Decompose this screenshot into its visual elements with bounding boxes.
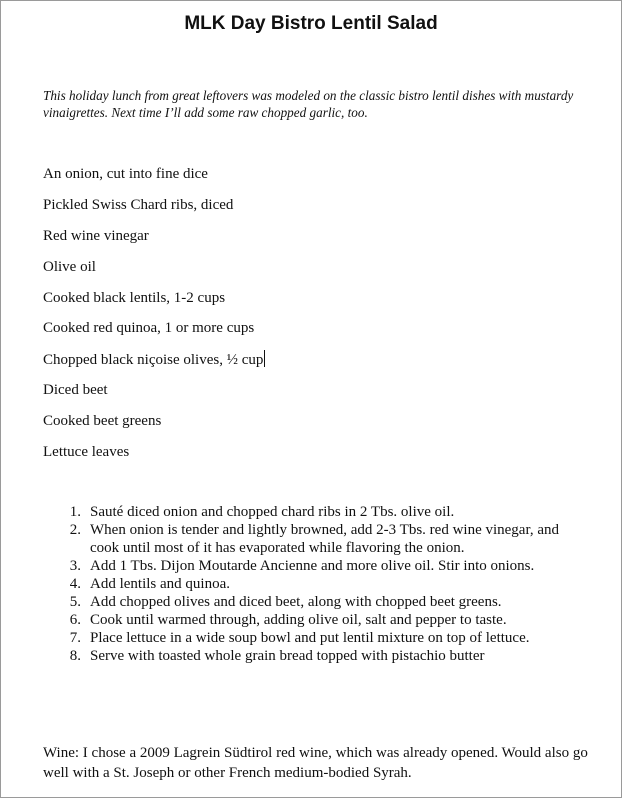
step-number: 2. [69, 522, 81, 538]
ingredient-item: Cooked black lentils, 1-2 cups [43, 289, 226, 306]
ingredient-list [43, 165, 265, 474]
ingredient-item: Cooked red quinoa, 1 or more cups [43, 320, 255, 337]
step-number: 3. [69, 558, 81, 574]
ingredient-item: Pickled Swiss Chard ribs, diced [43, 196, 234, 213]
ingredient-item: Olive oil [43, 258, 96, 275]
intro-paragraph: This holiday lunch from great leftovers was modeled on the classic bistro lentil dishes with mustardy vinaigrettes. Next time I’ll add some raw chopped garlic, too. [43, 88, 574, 120]
instruction-step [63, 629, 583, 647]
ingredient-item: Red wine vinegar [43, 227, 149, 244]
instruction-step [63, 593, 583, 611]
step-text: Add lentils and quinoa. [90, 576, 230, 592]
step-text: Place lettuce in a wide soup bowl and put lentil mixture on top of lettuce. [90, 630, 530, 646]
ingredient-item: Lettuce leaves [43, 444, 130, 461]
step-number: 1. [69, 504, 81, 520]
step-text: Serve with toasted whole grain bread topped with pistachio butter [90, 648, 485, 664]
step-number: 4. [69, 576, 81, 592]
step-text: Add 1 Tbs. Dijon Moutarde Ancienne and more olive oil. Stir into onions. [90, 558, 535, 574]
step-number: 7. [69, 630, 81, 646]
ingredient-item: Cooked beet greens [43, 413, 162, 430]
text-cursor [264, 350, 265, 367]
step-text: Sauté diced onion and chopped chard ribs in 2 Tbs. olive oil. [90, 504, 455, 520]
ingredient-item: Diced beet [43, 382, 108, 399]
instruction-step [63, 503, 583, 521]
instruction-step [63, 575, 583, 593]
wine-note: Wine: I chose a 2009 Lagrein Südtirol red wine, which was already opened. Would also go well with a St. Joseph or other French medium-bodied Syrah. [43, 745, 588, 781]
step-text: Cook until warmed through, adding olive oil, salt and pepper to taste. [90, 612, 507, 628]
instruction-step [63, 521, 583, 557]
step-text: Add chopped olives and diced beet, along with chopped beet greens. [90, 594, 502, 610]
instruction-step [63, 611, 583, 629]
ingredient-item: An onion, cut into fine dice [43, 166, 208, 182]
step-text: When onion is tender and lightly browned, add 2-3 Tbs. red wine vinegar, and cook until most of it has evaporated while flavoring the onion. [90, 522, 560, 556]
instruction-step [63, 647, 583, 665]
ingredient-item: Chopped black niçoise olives, ½ cup [43, 352, 264, 369]
step-number: 8. [69, 648, 81, 664]
instruction-step [63, 557, 583, 575]
step-number: 5. [69, 594, 81, 610]
instruction-list [63, 503, 583, 665]
step-number: 6. [69, 612, 81, 628]
page-title: MLK Day Bistro Lentil Salad [184, 13, 438, 34]
